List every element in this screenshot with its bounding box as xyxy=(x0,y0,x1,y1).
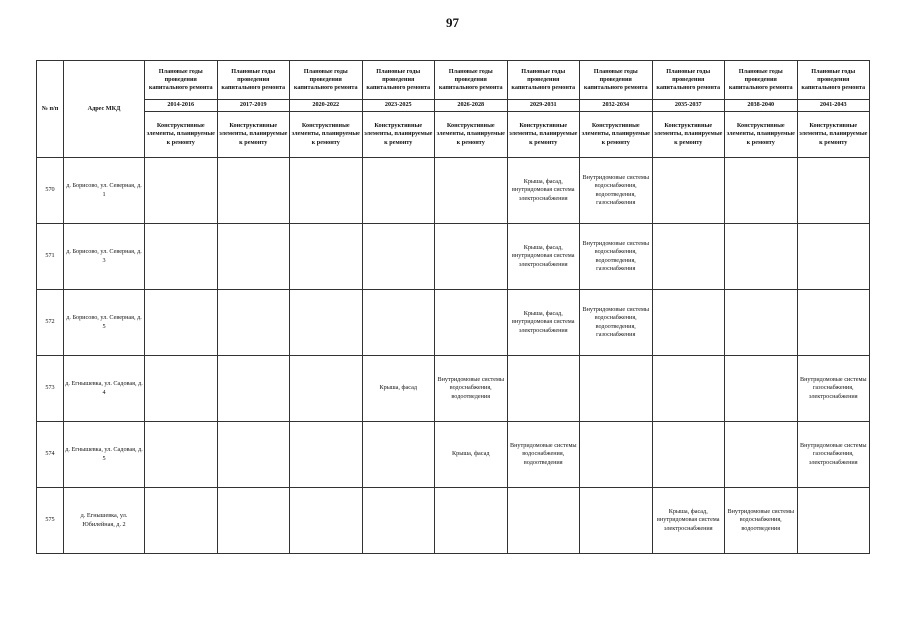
repair-elements-cell xyxy=(217,488,290,554)
repair-elements-cell: Внутридомовые системы водоснабжения, водоотведения, газоснабжения xyxy=(580,224,653,290)
period-title-header: Плановые годы проведения капитального ремонта xyxy=(580,61,653,100)
row-number: 574 xyxy=(37,422,64,488)
table-row xyxy=(37,290,870,356)
repair-elements-cell xyxy=(362,224,435,290)
repair-elements-cell xyxy=(797,488,870,554)
repair-elements-cell: Внутридомовые системы водоснабжения, водоотведения xyxy=(725,488,798,554)
repair-elements-cell xyxy=(362,488,435,554)
repair-elements-cell xyxy=(290,422,363,488)
period-years-header: 2035-2037 xyxy=(652,100,725,112)
repair-elements-cell xyxy=(362,158,435,224)
repair-elements-cell xyxy=(652,290,725,356)
repair-elements-cell: Внутридомовые системы водоснабжения, водоотведения, газоснабжения xyxy=(580,158,653,224)
period-years-header: 2017-2019 xyxy=(217,100,290,112)
repair-elements-cell xyxy=(217,158,290,224)
table-row xyxy=(37,158,870,224)
table-row xyxy=(37,224,870,290)
column-header-number: № п/п xyxy=(37,61,64,158)
period-elements-header: Конструктивные элементы, планируемые к ремонту xyxy=(435,112,508,158)
period-elements-header: Конструктивные элементы, планируемые к ремонту xyxy=(797,112,870,158)
period-title-header: Плановые годы проведения капитального ремонта xyxy=(145,61,218,100)
row-number: 570 xyxy=(37,158,64,224)
table-header xyxy=(37,61,870,158)
period-years-header: 2023-2025 xyxy=(362,100,435,112)
repair-elements-cell xyxy=(217,224,290,290)
table-body xyxy=(37,158,870,554)
repair-elements-cell xyxy=(145,224,218,290)
repair-elements-cell: Крыша, фасад xyxy=(362,356,435,422)
page-number: 97 xyxy=(446,15,459,30)
repair-elements-cell xyxy=(580,356,653,422)
period-elements-header: Конструктивные элементы, планируемые к ремонту xyxy=(362,112,435,158)
period-title-header: Плановые годы проведения капитального ремонта xyxy=(435,61,508,100)
row-address: д. Борисово, ул. Северная, д. 5 xyxy=(64,290,145,356)
repair-elements-cell xyxy=(145,488,218,554)
row-address: д. Егнышевка, ул. Садовая, д. 4 xyxy=(64,356,145,422)
period-years-header: 2026-2028 xyxy=(435,100,508,112)
repair-elements-cell xyxy=(290,224,363,290)
table-row xyxy=(37,356,870,422)
repair-elements-cell xyxy=(145,422,218,488)
row-number: 571 xyxy=(37,224,64,290)
period-elements-header: Конструктивные элементы, планируемые к ремонту xyxy=(725,112,798,158)
period-years-header: 2032-2034 xyxy=(580,100,653,112)
repair-elements-cell xyxy=(652,422,725,488)
repair-elements-cell xyxy=(217,356,290,422)
period-title-header: Плановые годы проведения капитального ремонта xyxy=(507,61,580,100)
column-header-address: Адрес МКД xyxy=(64,61,145,158)
repair-elements-cell xyxy=(435,488,508,554)
period-title-header: Плановые годы проведения капитального ремонта xyxy=(290,61,363,100)
period-years-header: 2014-2016 xyxy=(145,100,218,112)
repair-elements-cell xyxy=(145,356,218,422)
repair-elements-cell xyxy=(725,422,798,488)
repair-elements-cell: Крыша, фасад, внутридомовая система электроснабжения xyxy=(652,488,725,554)
repair-elements-cell: Внутридомовые системы водоснабжения, водоотведения xyxy=(435,356,508,422)
period-title-header: Плановые годы проведения капитального ремонта xyxy=(725,61,798,100)
repair-elements-cell xyxy=(362,422,435,488)
period-title-header: Плановые годы проведения капитального ремонта xyxy=(652,61,725,100)
table-row xyxy=(37,422,870,488)
repair-elements-cell xyxy=(290,356,363,422)
repair-elements-cell xyxy=(217,422,290,488)
repair-elements-cell xyxy=(290,290,363,356)
row-number: 575 xyxy=(37,488,64,554)
period-elements-header: Конструктивные элементы, планируемые к ремонту xyxy=(652,112,725,158)
repair-elements-cell xyxy=(580,488,653,554)
repair-schedule-table xyxy=(36,60,870,554)
repair-elements-cell: Внутридомовые системы водоснабжения, водоотведения, газоснабжения xyxy=(580,290,653,356)
repair-elements-cell xyxy=(217,290,290,356)
period-years-header: 2020-2022 xyxy=(290,100,363,112)
row-number: 573 xyxy=(37,356,64,422)
repair-elements-cell xyxy=(435,224,508,290)
repair-elements-cell: Внутридомовые системы газоснабжения, электроснабжения xyxy=(797,422,870,488)
repair-elements-cell: Внутридомовые системы газоснабжения, электроснабжения xyxy=(797,356,870,422)
repair-elements-cell xyxy=(725,224,798,290)
repair-elements-cell xyxy=(362,290,435,356)
repair-elements-cell xyxy=(507,488,580,554)
repair-elements-cell xyxy=(145,158,218,224)
period-years-header: 2029-2031 xyxy=(507,100,580,112)
row-address: д. Борисово, ул. Северная, д. 1 xyxy=(64,158,145,224)
repair-elements-cell xyxy=(725,356,798,422)
repair-elements-cell: Крыша, фасад, внутридомовая система электроснабжения xyxy=(507,290,580,356)
row-address: д. Егнышевка, ул. Юбилейная, д. 2 xyxy=(64,488,145,554)
period-years-header: 2041-2043 xyxy=(797,100,870,112)
repair-elements-cell xyxy=(145,290,218,356)
period-elements-header: Конструктивные элементы, планируемые к ремонту xyxy=(290,112,363,158)
repair-elements-cell xyxy=(507,356,580,422)
table-row xyxy=(37,488,870,554)
repair-elements-cell xyxy=(797,224,870,290)
repair-elements-cell xyxy=(580,422,653,488)
period-years-header: 2038-2040 xyxy=(725,100,798,112)
repair-elements-cell: Крыша, фасад xyxy=(435,422,508,488)
repair-elements-cell xyxy=(797,290,870,356)
repair-elements-cell xyxy=(725,290,798,356)
repair-elements-cell xyxy=(435,290,508,356)
repair-elements-cell xyxy=(290,158,363,224)
repair-elements-cell: Внутридомовые системы водоснабжения, водоотведения xyxy=(507,422,580,488)
repair-elements-cell xyxy=(652,158,725,224)
repair-elements-cell xyxy=(435,158,508,224)
row-number: 572 xyxy=(37,290,64,356)
repair-elements-cell xyxy=(797,158,870,224)
repair-elements-cell xyxy=(652,224,725,290)
period-elements-header: Конструктивные элементы, планируемые к ремонту xyxy=(580,112,653,158)
row-address: д. Егнышевка, ул. Садовая, д. 5 xyxy=(64,422,145,488)
row-address: д. Борисово, ул. Северная, д. 3 xyxy=(64,224,145,290)
period-title-header: Плановые годы проведения капитального ремонта xyxy=(217,61,290,100)
period-elements-header: Конструктивные элементы, планируемые к ремонту xyxy=(217,112,290,158)
repair-elements-cell xyxy=(290,488,363,554)
period-elements-header: Конструктивные элементы, планируемые к ремонту xyxy=(507,112,580,158)
period-elements-header: Конструктивные элементы, планируемые к ремонту xyxy=(145,112,218,158)
repair-elements-cell: Крыша, фасад, внутридомовая система электроснабжения xyxy=(507,224,580,290)
period-title-header: Плановые годы проведения капитального ремонта xyxy=(797,61,870,100)
repair-elements-cell xyxy=(725,158,798,224)
repair-elements-cell: Крыша, фасад, внутридомовая система электроснабжения xyxy=(507,158,580,224)
period-title-header: Плановые годы проведения капитального ремонта xyxy=(362,61,435,100)
repair-elements-cell xyxy=(652,356,725,422)
